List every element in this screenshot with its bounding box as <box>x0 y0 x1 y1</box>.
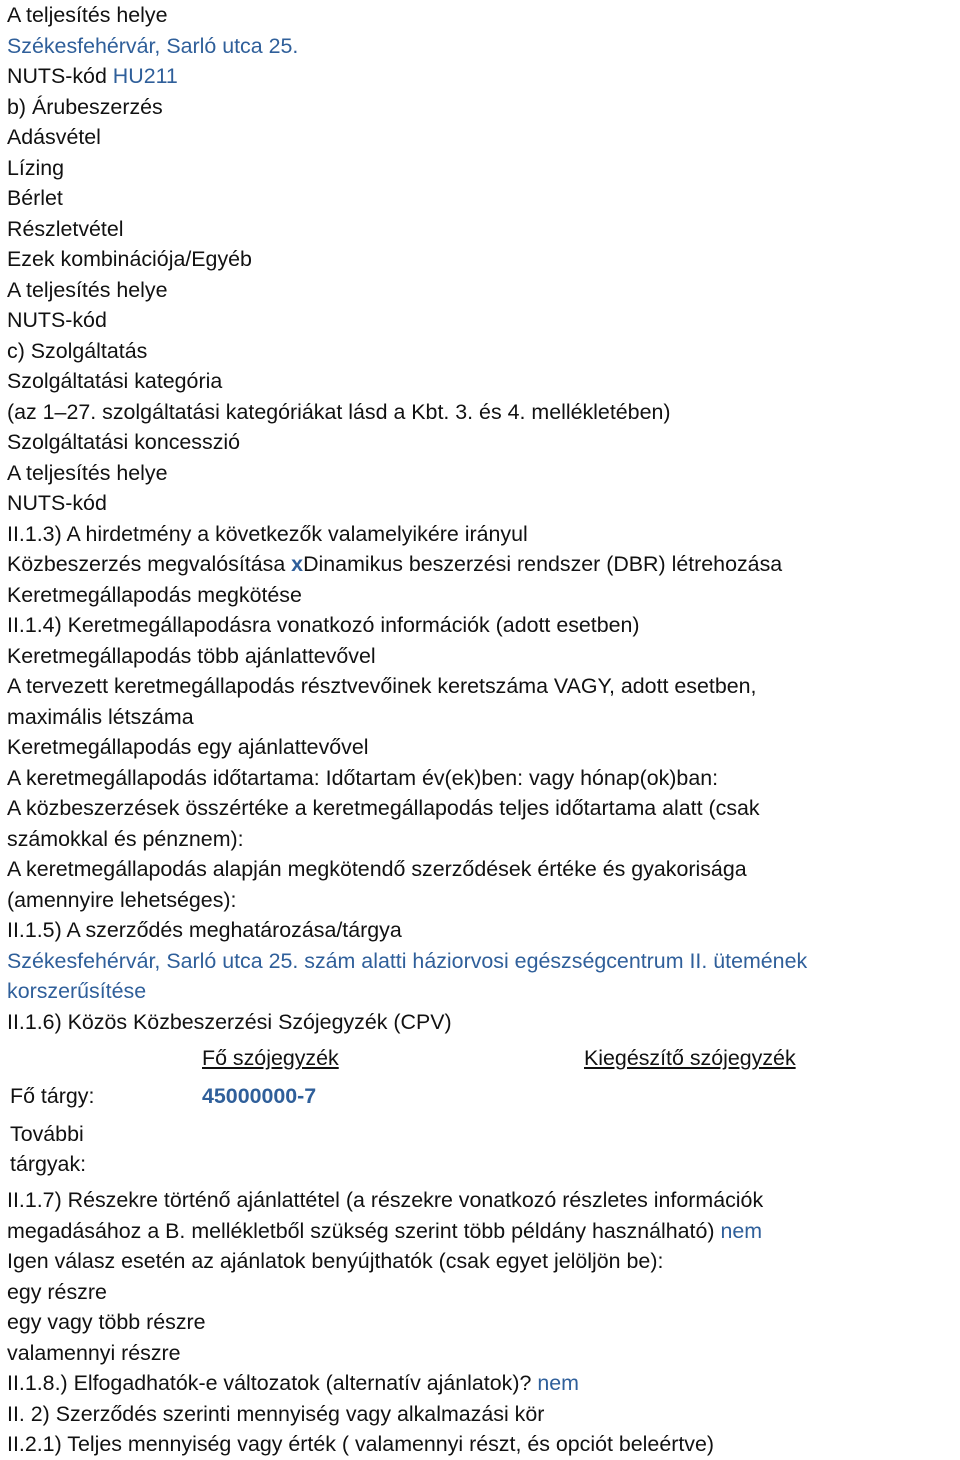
text-segment: A közbeszerzések összértéke a keretmegállapodás teljes időtartama alatt (csak <box>7 796 760 820</box>
text-segment: Dinamikus beszerzési rendszer (DBR) létrehozása <box>303 552 783 576</box>
text-line <box>7 976 957 1007</box>
text-segment: számokkal és pénznem): <box>7 826 244 851</box>
text-line <box>7 1338 957 1369</box>
text-segment: II.1.5) A szerződés meghatározása/tárgya <box>7 918 402 942</box>
text-segment: II.1.4) Keretmegállapodásra vonatkozó információk (adott esetben) <box>7 613 640 637</box>
text-segment: II.1.8.) Elfogadhatók-e változatok (alternatív ajánlatok)? <box>7 1371 538 1395</box>
document-page <box>7 0 957 1460</box>
text-line <box>7 275 957 306</box>
filled-value: korszerűsítése <box>7 979 147 1003</box>
text-line <box>7 732 957 763</box>
text-segment: NUTS-kód <box>7 308 107 332</box>
text-line <box>7 1368 957 1399</box>
text-segment: megadásához a B. mellékletből szükség szerint több példány használható) <box>7 1218 721 1243</box>
text-segment: b) Árubeszerzés <box>7 94 163 119</box>
text-segment: A keretmegállapodás időtartama: Időtartam év(ek)ben: vagy hónap(ok)ban: <box>7 765 719 790</box>
text-segment: Igen válasz esetén az ajánlatok benyújthatók (csak egyet jelöljön be): <box>7 1249 664 1273</box>
text-line <box>7 763 957 794</box>
filled-value: x <box>291 552 304 576</box>
text-line <box>7 580 957 611</box>
text-segment: II.2.1) Teljes mennyiség vagy érték ( valamennyi részt, és opciót beleértve) <box>7 1432 715 1456</box>
text-segment: Adásvétel <box>7 125 101 149</box>
document-text-bottom <box>7 1185 957 1460</box>
text-segment: Közbeszerzés megvalósítása <box>7 552 292 576</box>
text-line <box>7 1216 957 1247</box>
text-line <box>7 336 957 367</box>
text-line <box>7 1185 957 1216</box>
text-line <box>7 61 957 92</box>
text-line <box>7 366 957 397</box>
text-line <box>7 31 957 62</box>
text-segment: c) Szolgáltatás <box>7 338 148 363</box>
cpv-main-vocabulary-header: Fő szójegyzék <box>202 1046 339 1070</box>
text-segment: II. 2) Szerződés szerinti mennyiség vagy alkalmazási kör <box>7 1401 545 1426</box>
text-segment: A keretmegállapodás alapján megkötendő szerződések értéke és gyakorisága <box>7 857 747 881</box>
text-line <box>7 519 957 550</box>
text-line <box>7 549 957 580</box>
text-segment: valamennyi részre <box>7 1340 181 1365</box>
text-line <box>7 641 957 672</box>
text-segment: Keretmegállapodás egy ajánlattevővel <box>7 735 369 759</box>
text-segment: II.1.7) Részekre történő ajánlattétel (a részekre vonatkozó részletes információk <box>7 1188 764 1212</box>
cpv-main-object-code: 45000000-7 <box>202 1084 317 1108</box>
cpv-table <box>7 1037 957 1185</box>
text-line <box>7 1399 957 1430</box>
text-line <box>7 397 957 428</box>
text-segment: NUTS-kód <box>7 491 107 515</box>
text-segment: A teljesítés helye <box>7 277 168 302</box>
text-line <box>7 610 957 641</box>
text-segment: A tervezett keretmegállapodás résztvevőinek keretszáma VAGY, adott esetben, <box>7 674 757 698</box>
text-line <box>7 671 957 702</box>
text-line <box>7 488 957 519</box>
text-line <box>7 946 957 977</box>
text-line <box>7 183 957 214</box>
text-line <box>7 885 957 916</box>
text-segment: egy vagy több részre <box>7 1310 206 1334</box>
text-segment: maximális létszáma <box>7 704 194 729</box>
filled-value: Székesfehérvár, Sarló utca 25. szám alatti háziorvosi egészségcentrum II. ütemének <box>7 948 808 973</box>
cpv-supplementary-vocabulary-header: Kiegészítő szójegyzék <box>584 1046 796 1070</box>
text-segment: Keretmegállapodás több ajánlattevővel <box>7 643 376 668</box>
text-line <box>7 824 957 855</box>
cpv-main-object-label: Fő tárgy: <box>10 1084 95 1108</box>
text-segment: A teljesítés helye <box>7 460 168 485</box>
text-line <box>7 915 957 946</box>
text-line <box>7 1307 957 1338</box>
text-line <box>7 793 957 824</box>
document-text-top <box>7 0 957 1037</box>
cpv-additional-objects-label: További tárgyak: <box>10 1122 87 1176</box>
text-segment: Részletvétel <box>7 216 124 241</box>
text-segment: NUTS-kód <box>7 64 113 88</box>
text-line <box>7 122 957 153</box>
text-segment: (amennyire lehetséges): <box>7 887 237 912</box>
text-segment: Szolgáltatási koncesszió <box>7 430 241 454</box>
text-line <box>7 305 957 336</box>
text-line <box>7 427 957 458</box>
text-line <box>7 1007 957 1038</box>
text-segment: (az 1–27. szolgáltatási kategóriákat lásd a Kbt. 3. és 4. mellékletében) <box>7 399 671 424</box>
filled-value: nem <box>720 1218 763 1243</box>
text-segment: Szolgáltatási kategória <box>7 369 223 393</box>
text-line <box>7 702 957 733</box>
text-line <box>7 1277 957 1308</box>
filled-value: Székesfehérvár, Sarló utca 25. <box>7 33 299 58</box>
text-line <box>7 92 957 123</box>
text-segment: A teljesítés helye <box>7 3 168 27</box>
text-segment: Lízing <box>7 155 65 180</box>
text-segment: Ezek kombinációja/Egyéb <box>7 247 252 271</box>
text-line <box>7 854 957 885</box>
text-segment: Bérlet <box>7 186 63 210</box>
text-segment: II.1.3) A hirdetmény a következők valamelyikére irányul <box>7 521 528 546</box>
text-line <box>7 0 957 31</box>
text-line <box>7 153 957 184</box>
text-line <box>7 244 957 275</box>
text-segment: II.1.6) Közös Közbeszerzési Szójegyzék (CPV) <box>7 1009 452 1034</box>
text-line <box>7 1246 957 1277</box>
filled-value: nem <box>537 1371 579 1395</box>
text-segment: egy részre <box>7 1279 107 1304</box>
text-segment: Keretmegállapodás megkötése <box>7 582 302 607</box>
text-line <box>7 214 957 245</box>
text-line <box>7 458 957 489</box>
filled-value: HU211 <box>112 64 178 88</box>
